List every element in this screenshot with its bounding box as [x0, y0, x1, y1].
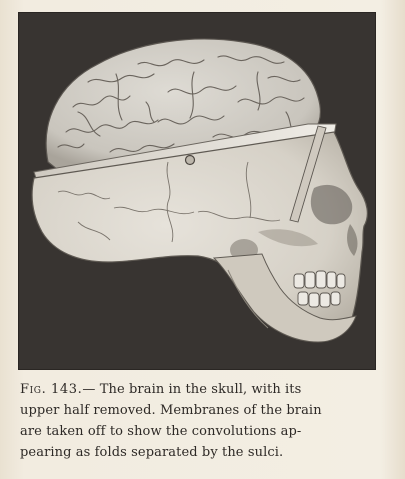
- marker-circle: [186, 156, 195, 165]
- skull-brain-illustration: [18, 12, 376, 370]
- caption-line-4: pearing as folds separated by the sulci.: [20, 445, 284, 460]
- figure-caption: [20, 379, 392, 463]
- caption-line-2: upper half removed. Membranes of the brain: [20, 403, 322, 418]
- figure-plate: [18, 12, 376, 370]
- caption-line-1: [20, 379, 392, 400]
- figure-label: Fig. 143.: [20, 382, 83, 397]
- caption-text-1: — The brain in the skull, with its: [82, 382, 302, 397]
- caption-line-3: are taken off to show the convolutions ap-: [20, 424, 302, 439]
